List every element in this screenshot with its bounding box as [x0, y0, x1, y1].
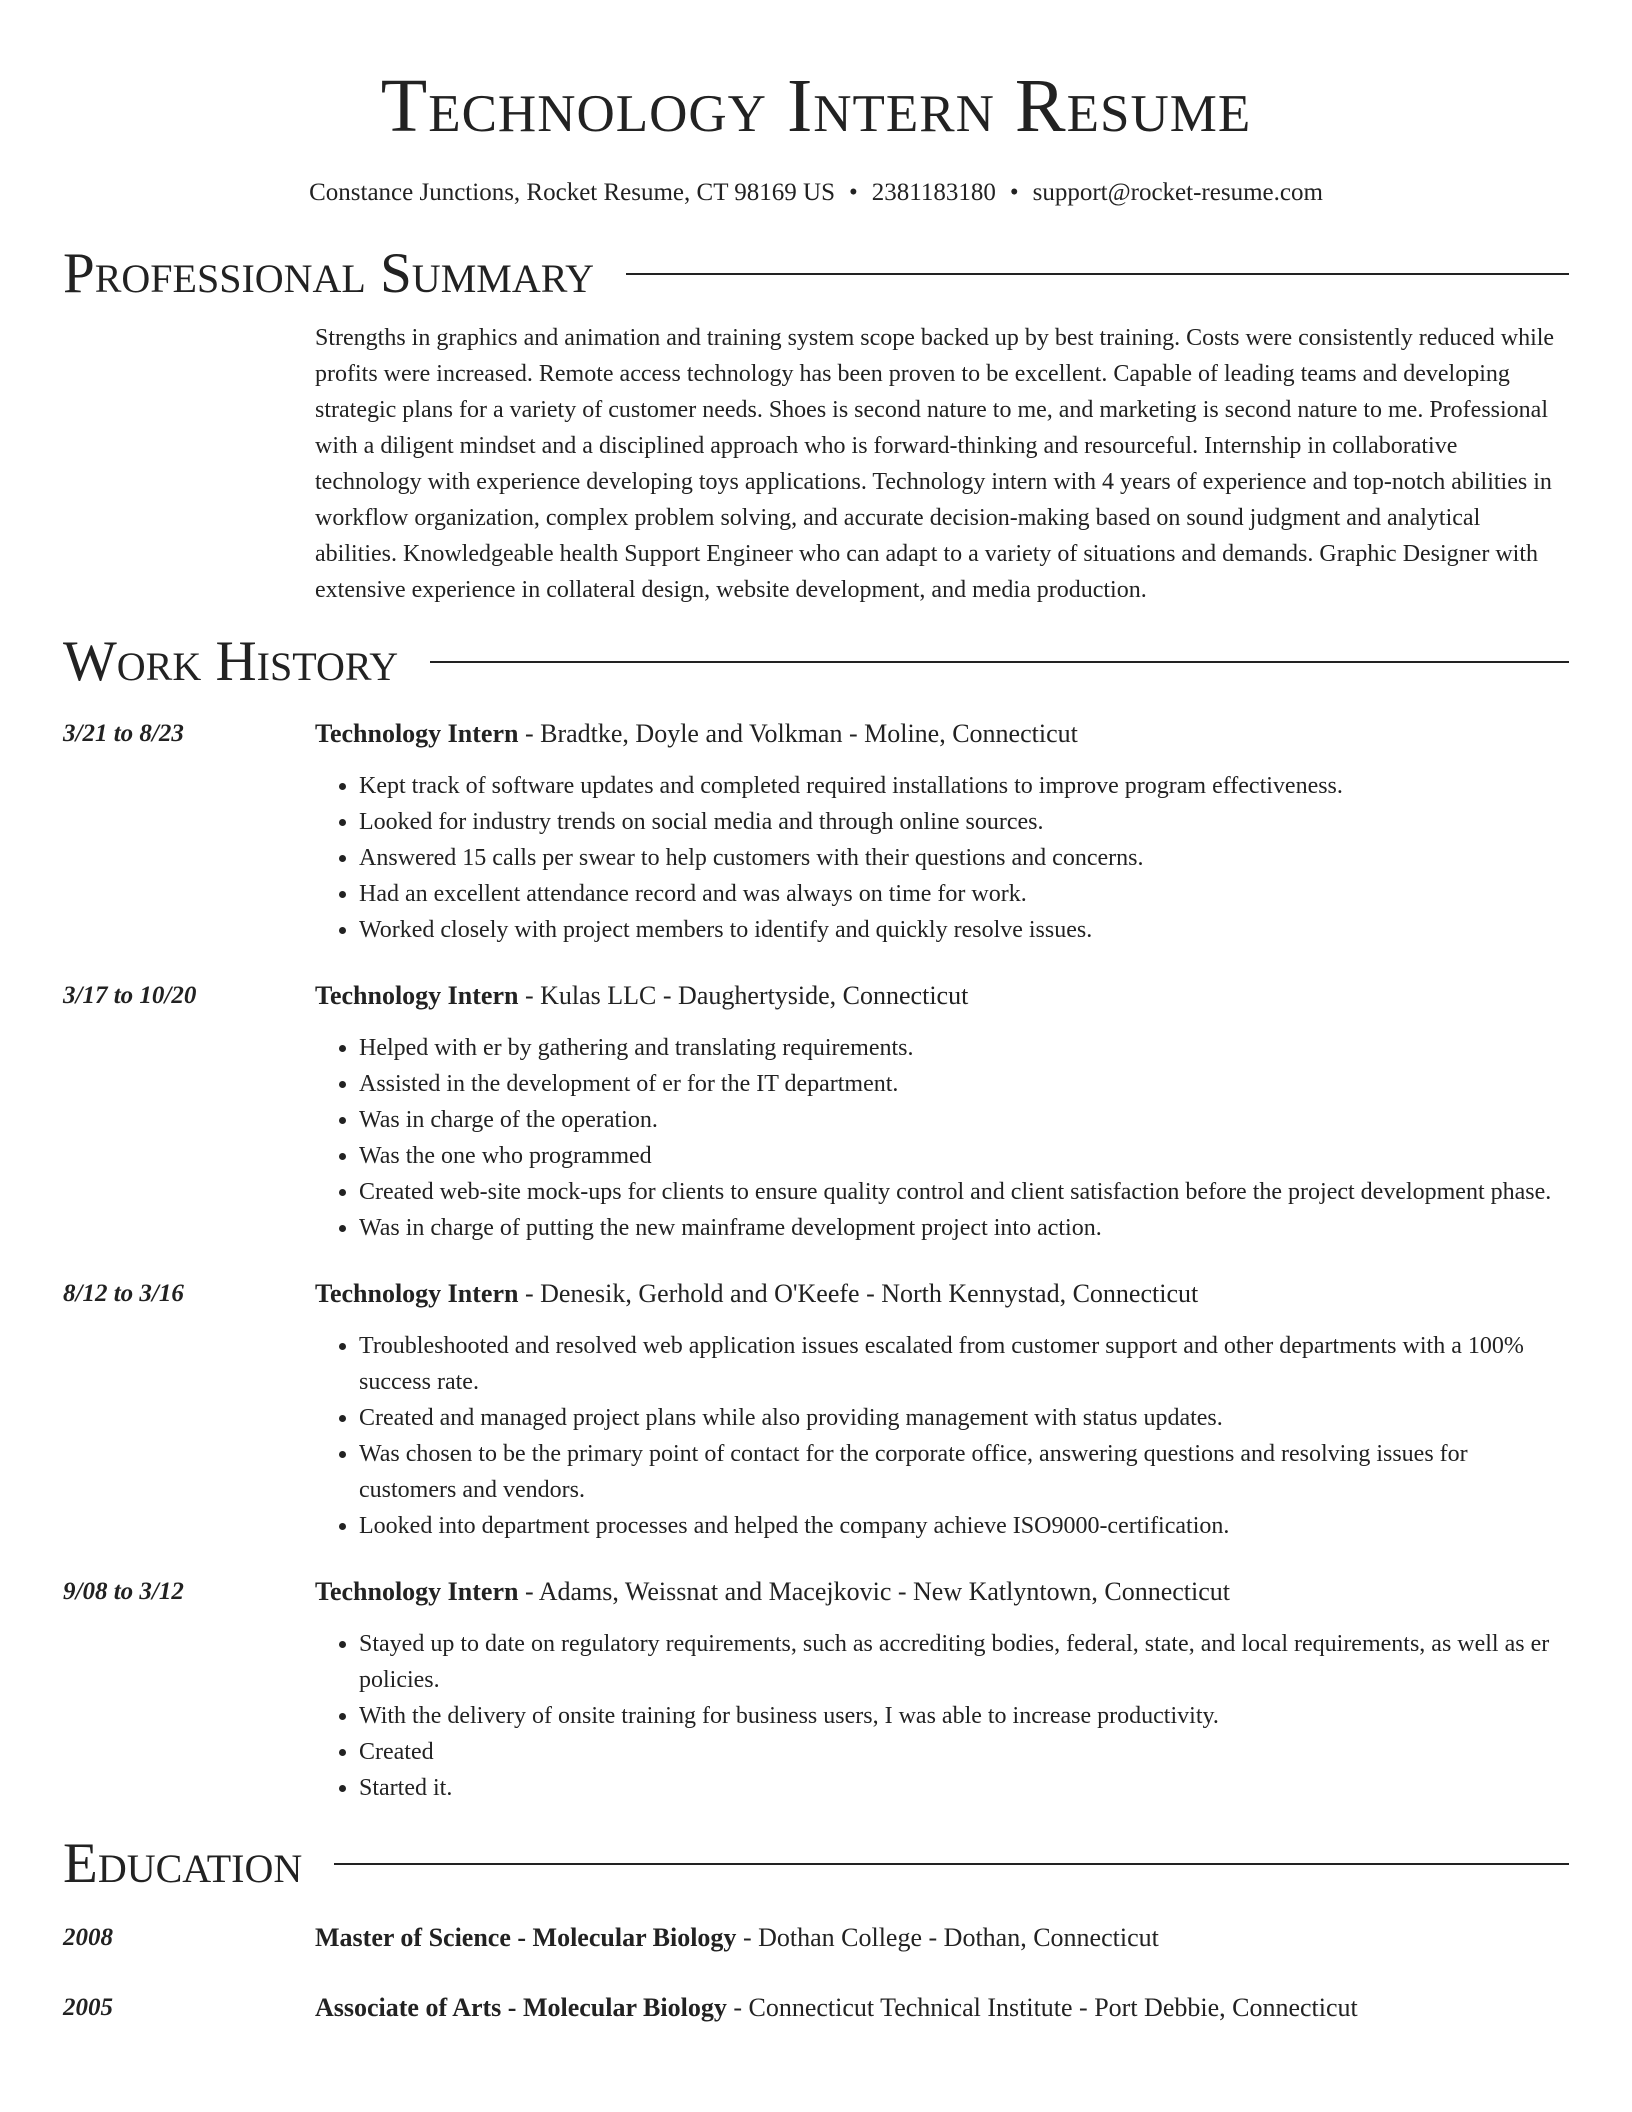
job-bullet: • Stayed up to date on regulatory requirements, such as accrediting bodies, federal, state, and local requirements, as well as er policies.	[359, 1626, 1569, 1698]
job-employer-location: - Bradtke, Doyle and Volkman - Moline, Connecticut	[518, 719, 1078, 748]
job-body	[315, 978, 1569, 1246]
summary-heading: Professional Summary	[63, 242, 595, 305]
work-section-header	[63, 630, 1569, 694]
job-title: Technology Intern	[315, 719, 519, 748]
job-bullet: • With the delivery of onsite training for business users, I was able to increase productivity.	[359, 1698, 1569, 1734]
job-heading-line	[315, 978, 1569, 1014]
job-employer-location: - Adams, Weissnat and Macejkovic - New Katlyntown, Connecticut	[518, 1577, 1231, 1606]
job-bullet: • Was chosen to be the primary point of contact for the corporate office, answering questions and resolving issues for customers and vendors.	[359, 1436, 1569, 1508]
education-entry	[63, 1990, 1569, 2026]
job-bullet: • Had an excellent attendance record and was always on time for work.	[359, 876, 1569, 912]
job-dates: 3/17 to 10/20	[63, 982, 197, 1009]
summary-text: Strengths in graphics and animation and training system scope backed up by best training. Costs were consistently reduced while profits were increased. Remote access technology has been proven to be excellent. Capable of leading teams and developing strategic plans for a variety of customer needs. Shoes is second nature to me, and marketing is second nature to me. Professional with a diligent mindset and a disciplined approach who is forward-thinking and resourceful. Internship in collaborative technology with experience developing toys applications. Technology intern with 4 years of experience and top-notch abilities in workflow organization, complex problem solving, and accurate decision-making based on sound judgment and analytical abilities. Knowledgeable health Support Engineer who can adapt to a variety of situations and demands. Graphic Designer with extensive experience in collateral design, website development, and media production.	[315, 325, 1555, 603]
job-body	[315, 1574, 1569, 1806]
job-bullet: • Answered 15 calls per swear to help customers with their questions and concerns.	[359, 840, 1569, 876]
job-bullet-list	[315, 1626, 1569, 1806]
education-school-location: - Connecticut Technical Institute - Port Debbie, Connecticut	[726, 1993, 1358, 2022]
contact-email: support@rocket-resume.com	[1032, 179, 1323, 206]
education-entry	[63, 1920, 1569, 1956]
section-divider	[430, 661, 1569, 663]
section-divider	[626, 273, 1569, 275]
education-year: 2005	[63, 1994, 113, 2021]
job-title: Technology Intern	[315, 1577, 519, 1606]
education-line	[315, 1920, 1159, 1956]
education-year: 2008	[63, 1924, 113, 1951]
job-heading-line	[315, 716, 1569, 752]
job-bullet-list	[315, 1030, 1569, 1246]
job-bullet: • Looked for industry trends on social media and through online sources.	[359, 804, 1569, 840]
job-bullet: • Was in charge of the operation.	[359, 1102, 1569, 1138]
job-bullet-list	[315, 1328, 1569, 1544]
job-bullet: • Was in charge of putting the new mainframe development project into action.	[359, 1210, 1569, 1246]
summary-section-header	[63, 242, 1569, 306]
job-bullet: • Worked closely with project members to identify and quickly resolve issues.	[359, 912, 1569, 948]
job-bullet: • Troubleshooted and resolved web application issues escalated from customer support and other departments with a 100% success rate.	[359, 1328, 1569, 1400]
job-bullet: • Kept track of software updates and completed required installations to improve program effectiveness.	[359, 768, 1569, 804]
job-bullet: • Looked into department processes and helped the company achieve ISO9000-certification.	[359, 1508, 1569, 1544]
contact-phone: 2381183180	[871, 179, 996, 206]
job-dates: 9/08 to 3/12	[63, 1578, 184, 1605]
education-list	[63, 1920, 1569, 2026]
section-divider	[334, 1863, 1569, 1865]
job-dates: 3/21 to 8/23	[63, 720, 184, 747]
job-entry	[63, 716, 1569, 948]
job-employer-location: - Kulas LLC - Daughertyside, Connecticut	[518, 981, 969, 1010]
contact-line	[63, 178, 1569, 208]
resume-title: Technology Intern Resume	[380, 64, 1252, 148]
job-title: Technology Intern	[315, 1279, 519, 1308]
job-dates: 8/12 to 3/16	[63, 1280, 184, 1307]
job-bullet: • Created	[359, 1734, 1569, 1770]
job-entry	[63, 1276, 1569, 1544]
job-entry	[63, 1574, 1569, 1806]
education-heading: Education	[63, 1832, 303, 1895]
education-degree: Master of Science - Molecular Biology	[315, 1923, 737, 1952]
job-title: Technology Intern	[315, 981, 519, 1010]
contact-separator: •	[1009, 179, 1019, 206]
job-bullet: • Helped with er by gathering and translating requirements.	[359, 1030, 1569, 1066]
work-history-list	[63, 716, 1569, 1806]
job-employer-location: - Denesik, Gerhold and O'Keefe - North Kennystad, Connecticut	[518, 1279, 1199, 1308]
job-bullet: • Assisted in the development of er for the IT department.	[359, 1066, 1569, 1102]
job-heading-line	[315, 1276, 1569, 1312]
job-heading-line	[315, 1574, 1569, 1610]
education-section-header	[63, 1832, 1569, 1896]
job-bullet: • Created web-site mock-ups for clients to ensure quality control and client satisfaction before the project development phase.	[359, 1174, 1569, 1210]
job-body	[315, 716, 1569, 948]
job-bullet: • Created and managed project plans while also providing management with status updates.	[359, 1400, 1569, 1436]
education-line	[315, 1990, 1358, 2026]
job-bullet: • Was the one who programmed	[359, 1138, 1569, 1174]
contact-separator: •	[849, 179, 858, 206]
job-bullet: • Started it.	[359, 1770, 1569, 1806]
job-entry	[63, 978, 1569, 1246]
contact-address: Constance Junctions, Rocket Resume, CT 98169 US	[309, 179, 835, 206]
work-heading: Work History	[63, 630, 399, 693]
job-body	[315, 1276, 1569, 1544]
education-degree: Associate of Arts - Molecular Biology	[315, 1993, 727, 2022]
education-school-location: - Dothan College - Dothan, Connecticut	[736, 1923, 1159, 1952]
job-bullet-list	[315, 768, 1569, 948]
